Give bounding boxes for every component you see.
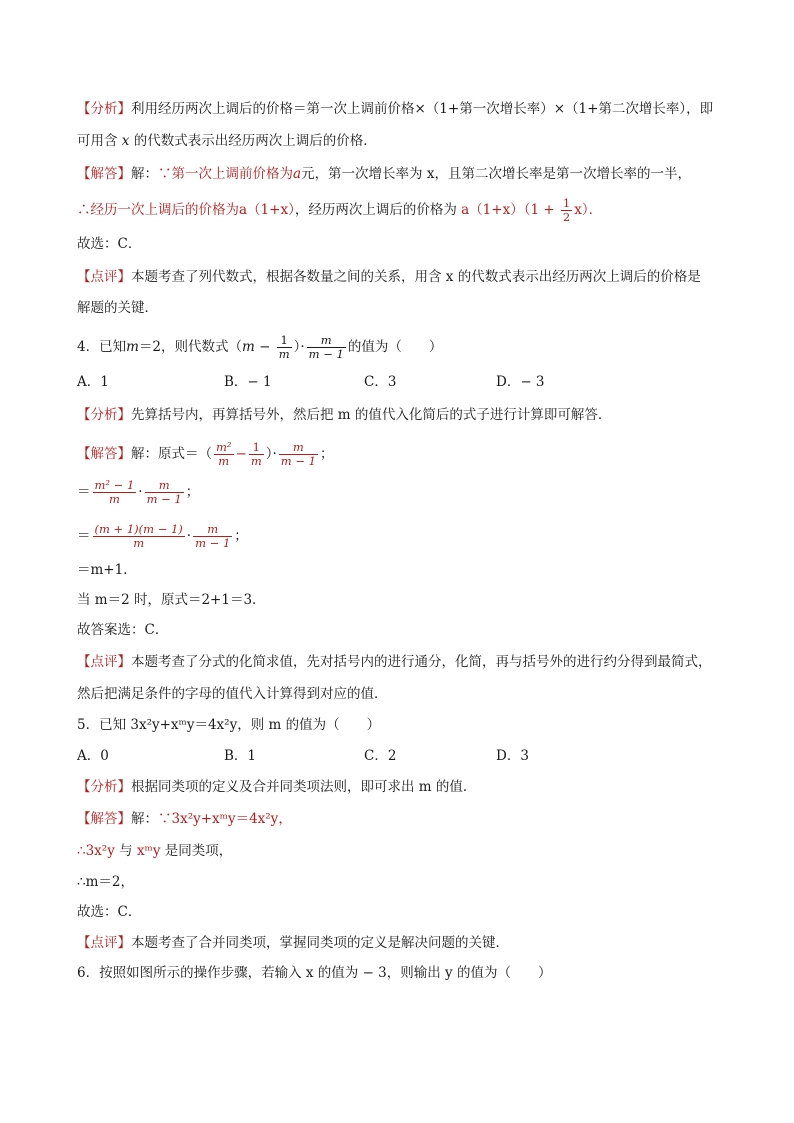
fraction: $\frac{m}{m - 1}$ (280, 440, 316, 468)
jieda-tag: 【解答】 (77, 166, 131, 182)
fraction: $\frac{1}{m}$ (250, 440, 262, 468)
fraction: $\frac{\text{m²}}{m}$ (216, 440, 232, 468)
q4-option-d: D．− 3 (496, 374, 545, 390)
q5-jieda-line2: ∴3x²y 与 xᵐy 是同类项， (77, 843, 233, 859)
q6-stem: 6．按照如图所示的操作步骤，若输入 x 的值为 − 3，则输出 y 的值为（ ） (77, 965, 552, 981)
q5-option-d: D．3 (496, 748, 529, 764)
q4-fenxi: 【分析】先算括号内，再算括号外，然后把 m 的值代入化简后的式子进行计算即可解答． (77, 407, 612, 423)
q4-option-b: B．− 1 (224, 374, 272, 390)
fraction: $\frac{\text{m² − 1}}{m}$ (94, 478, 135, 506)
q4-jieda-step5: 当 m＝2 时，原式＝2+1＝3． (77, 592, 266, 608)
q5-option-b: B．1 (224, 748, 257, 764)
q3-choice: 故选：C． (77, 236, 142, 252)
q4-option-c: C．3 (364, 374, 397, 390)
fraction: $\frac{m}{m - 1}$ (195, 522, 231, 550)
jieda-tag: 【解答】 (77, 446, 131, 462)
q3-fenxi-line1: 【分析】利用经历两次上调后的价格＝第一次上调前价格×（1+第一次增长率）×（1+第二次增长率），即 (77, 101, 714, 117)
q5-stem: 5．已知 3x²y+xᵐy＝4x²y，则 m 的值为（ ） (77, 717, 381, 733)
fenxi-tag: 【分析】 (77, 101, 131, 117)
q4-dianping-line1: 【点评】本题考查了分式的化简求值，先对括号内的进行通分，化简，再与括号外的进行约分得到最简式， (77, 654, 712, 670)
fraction: $\frac{1}{2}$ (562, 196, 571, 224)
q5-dianping: 【点评】本题考查了合并同类项，掌握同类项的定义是解决问题的关键． (77, 935, 509, 951)
q4-jieda-step2: ＝ $\frac{\text{m² − 1}}{m}$ · $\frac{m}{m - 1}$ ； (77, 478, 200, 506)
fraction: $\frac{1}{m}$ (278, 333, 290, 361)
jieda-tag: 【解答】 (77, 811, 131, 827)
fenxi-tag: 【分析】 (77, 779, 131, 795)
q5-jieda-line1: 【解答】解：∵3x²y+xᵐy＝4x²y， (77, 811, 292, 827)
q3-dianping-line2: 解题的关键． (77, 300, 158, 316)
q3-dianping-line1: 【点评】本题考查了列代数式，根据各数量之间的关系，用含 x 的代数式表示出经历两次上调后的价格是 (77, 269, 701, 285)
q4-choice: 故答案选：C． (77, 622, 169, 638)
q5-jieda-line3: ∴m＝2， (77, 874, 134, 890)
q5-option-c: C．2 (364, 748, 397, 764)
q4-jieda-step3: ＝ $\frac{(m + 1)(m - 1)}{m}$ · $\frac{m}{m - 1}$ ； (77, 522, 248, 550)
q4-option-a: A．1 (77, 374, 109, 390)
dianping-tag: 【点评】 (77, 269, 131, 285)
q4-jieda-step4: ＝m+1． (77, 562, 137, 578)
dianping-tag: 【点评】 (77, 654, 131, 670)
q5-option-a: A．0 (77, 748, 109, 764)
q5-choice: 故选：C． (77, 904, 142, 920)
q4-stem: 4．已知m＝2，则代数式（m − $\frac{1}{m}$ ）· $\frac{m}{m - 1}$ 的值为（ ） (77, 333, 443, 361)
q3-jieda-line1: 【解答】解：∵第一次上调前价格为a元，第一次增长率为 x，且第二次增长率是第一次增长率的一半， (77, 166, 691, 182)
fraction: $\frac{m}{m - 1}$ (308, 333, 344, 361)
q5-fenxi: 【分析】根据同类项的定义及合并同类项法则，即可求出 m 的值． (77, 779, 477, 795)
fraction: $\frac{(m + 1)(m - 1)}{m}$ (94, 522, 183, 550)
fenxi-tag: 【分析】 (77, 407, 131, 423)
fraction: $\frac{m}{m - 1}$ (146, 478, 182, 506)
q3-jieda-line2: ∴经历一次上调后的价格为a（1+x），经历两次上调后的价格为 a（1+x）（1 + $\frac{1}{2}$ x）． (77, 196, 603, 224)
q4-dianping-line2: 然后把满足条件的字母的值代入计算得到对应的值． (77, 686, 388, 702)
dianping-tag: 【点评】 (77, 935, 131, 951)
q4-jieda-step1: 【解答】解：原式＝（ $\frac{\text{m²}}{m}$ − $\frac{1}{m}$ ）· $\frac{m}{m - 1}$ ； (77, 440, 334, 468)
q3-fenxi-line2: 可用含 x 的代数式表示出经历两次上调后的价格． (77, 133, 377, 149)
